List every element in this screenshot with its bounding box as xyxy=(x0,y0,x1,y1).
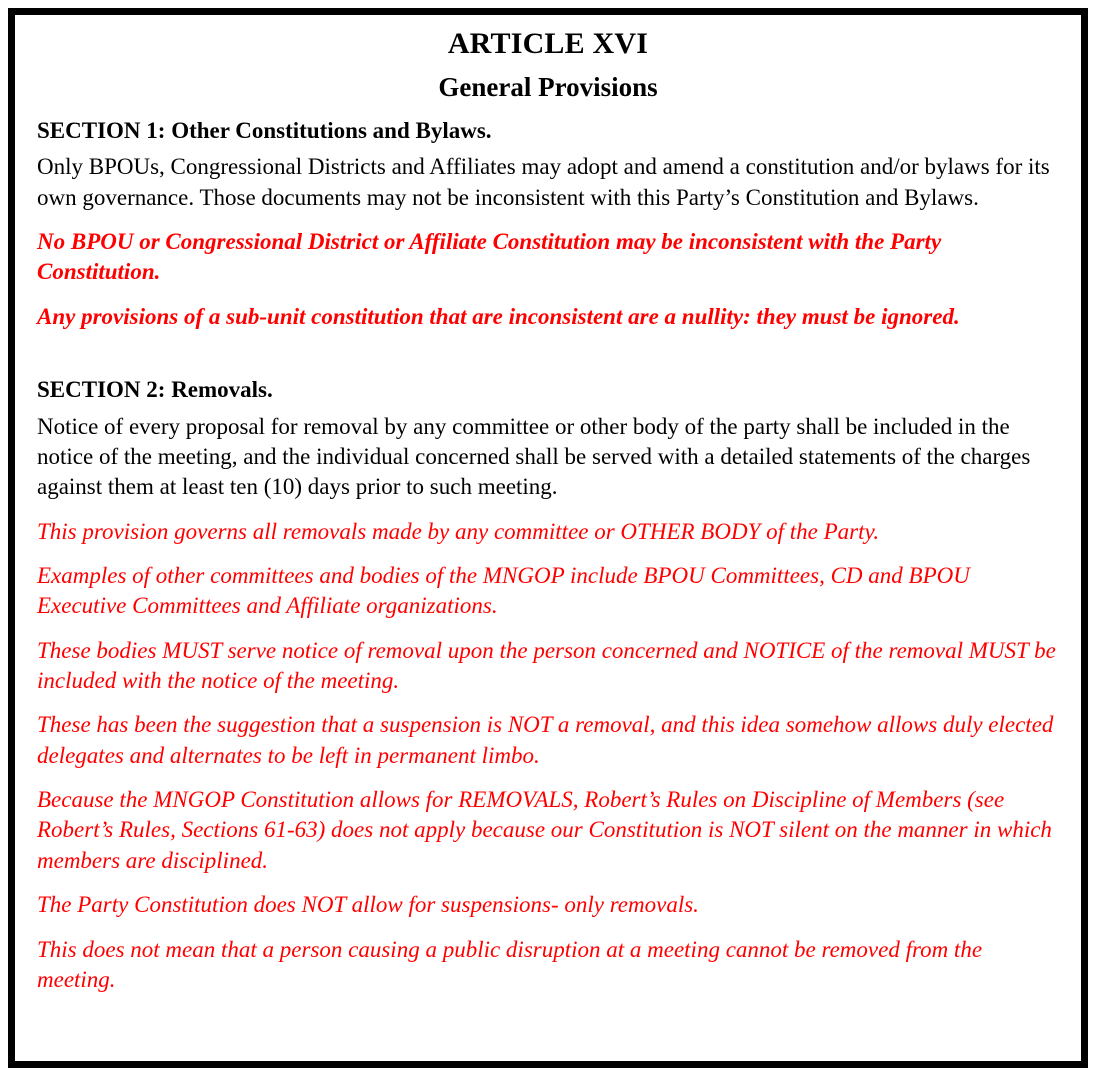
section-one-heading: SECTION 1: Other Constitutions and Bylaws. xyxy=(37,117,492,143)
section-two-annotation-4: These has been the suggestion that a suspension is NOT a removal, and this idea somehow allows duly elected delegates and alternates to be left in permanent limbo. xyxy=(37,712,1054,768)
section-two xyxy=(37,376,1059,995)
page-subtitle: General Provisions xyxy=(438,71,658,102)
page-title: ARTICLE XVI xyxy=(447,27,649,60)
section-one-annotation-1: No BPOU or Congressional District or Affiliate Constitution may be inconsistent with the Party Constitution. xyxy=(37,228,942,285)
document-frame xyxy=(8,8,1088,1068)
section-two-annotation-3: These bodies MUST serve notice of removal upon the person concerned and NOTICE of the removal MUST be included with the notice of the meeting. xyxy=(37,637,1056,694)
section-two-annotation-5: Because the MNGOP Constitution allows for REMOVALS, Robert’s Rules on Discipline of Members (see Robert’s Rules, Sections 61-63) does not apply because our Constitution is NOT silent on the manner in which members are disciplined. xyxy=(37,787,1052,873)
section-divider-space xyxy=(37,346,1059,376)
section-two-annotation-1: This provision governs all removals made by any committee or OTHER BODY of the Party. xyxy=(37,518,880,544)
section-two-annotation-6: The Party Constitution does NOT allow for suspensions- only removals. xyxy=(37,892,699,918)
section-one xyxy=(37,117,1059,332)
section-one-annotation-2: Any provisions of a sub-unit constitution that are inconsistent are a nullity: they must be ignored. xyxy=(37,303,960,329)
section-two-annotation-7: This does not mean that a person causing a public disruption at a meeting cannot be removed from the meeting. xyxy=(37,936,983,992)
section-two-body: Notice of every proposal for removal by any committee or other body of the party shall be included in the notice of the meeting, and the individual concerned shall be served with a detailed statements of the charges against them at least ten (10) days prior to such meeting. xyxy=(37,413,1031,500)
section-two-heading: SECTION 2: Removals. xyxy=(37,376,273,402)
section-one-body: Only BPOUs, Congressional Districts and Affiliates may adopt and amend a constitution and/or bylaws for its own governance. Those documents may not be inconsistent with this Party’s Constitution and Bylaws. xyxy=(37,154,1050,210)
section-two-annotation-2: Examples of other committees and bodies of the MNGOP include BPOU Committees, CD and BPOU Executive Committees and Affiliate organizations. xyxy=(37,562,970,619)
